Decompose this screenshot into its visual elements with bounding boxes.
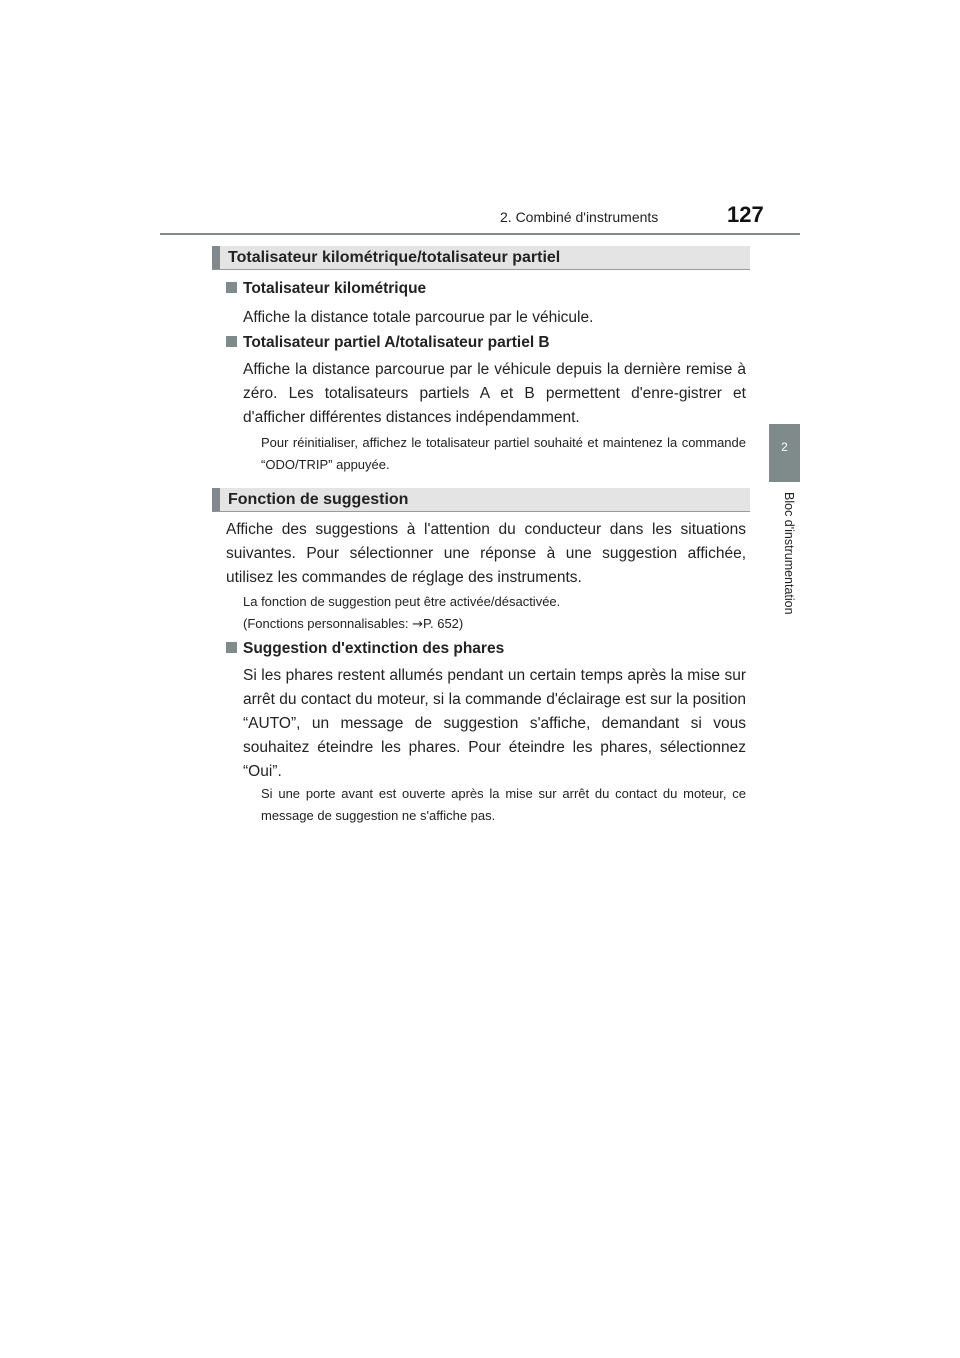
section-title: Fonction de suggestion [228, 491, 409, 508]
header-divider [160, 233, 800, 235]
section-title: Totalisateur kilométrique/totalisateur partiel [228, 249, 561, 266]
paragraph-suggestion-intro: Affiche des suggestions à l'attention du conducteur dans les situations suivantes. Pour sélectionner une réponse à une suggestion affichée, utilisez les commandes de réglage des instruments. [226, 521, 746, 586]
section-header-suggestion [212, 488, 750, 512]
chapter-header-title: 2. Combiné d'instruments [500, 209, 659, 225]
square-bullet-icon [226, 642, 237, 653]
square-bullet-icon [226, 336, 237, 347]
chapter-tab-label: Bloc d'instrumentation [782, 492, 796, 615]
paragraph-odometer: Affiche la distance totale parcourue par le véhicule. [243, 309, 594, 326]
chapter-tab [769, 424, 800, 482]
paragraph-trip-meter: Affiche la distance parcourue par le véhicule depuis la dernière remise à zéro. Les totalisateurs partiels A et B permettent d'enre-gistrer et d'afficher différentes distances indépendamment. [243, 361, 746, 426]
subheading-trip-meter: Totalisateur partiel A/totalisateur partiel B [226, 334, 550, 352]
square-bullet-icon [226, 282, 237, 293]
note-trip-reset: Pour réinitialiser, affichez le totalisateur partiel souhaité et maintenez la commande “ODO/TRIP” appuyée. [261, 435, 746, 472]
subheading-headlight-suggestion: Suggestion d'extinction des phares [226, 640, 504, 658]
chapter-tab-number: 2 [781, 440, 788, 454]
paragraph-headlight-suggestion: Si les phares restent allumés pendant un certain temps après la mise sur arrêt du contact du moteur, si la commande d'éclairage est sur la position “AUTO”, un message de suggestion s'affiche, demandant si vous souhaitez éteindre les phares. Pour éteindre les phares, sélectionnez “Oui”. [243, 667, 746, 780]
subheading-odometer: Totalisateur kilométrique [226, 280, 426, 298]
section-header-odometer [212, 246, 750, 270]
page-number: 127 [727, 202, 764, 227]
arrow-right-icon: → [412, 616, 423, 632]
note-headlight-door: Si une porte avant est ouverte après la mise sur arrêt du contact du moteur, ce message de suggestion ne s'affiche pas. [261, 786, 746, 823]
note-suggestion-settings: La fonction de suggestion peut être activée/désactivée. (Fonctions personnalisables: →P. 652) [243, 594, 561, 632]
